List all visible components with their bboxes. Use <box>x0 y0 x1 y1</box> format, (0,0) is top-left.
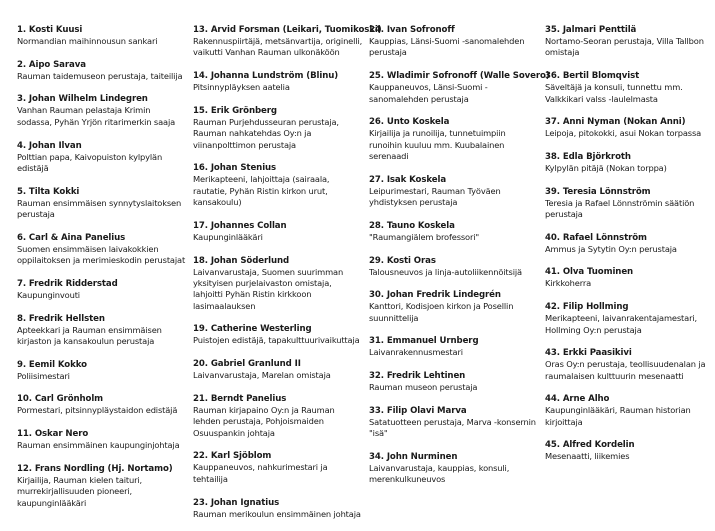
person-description: Suomen ensimmäisen laivakokkien oppilaitoksen ja merimieskodin perustajat <box>17 243 186 266</box>
person-description: Vanhan Rauman pelastaja Krimin sodassa, Pyhän Yrjön ritarimerkin saaja <box>17 105 176 127</box>
person-description: Talousneuvos ja linja-autoliikennöitsijä <box>369 266 522 277</box>
list-column-2 <box>193 24 382 531</box>
person-name: 27. Isak Koskela <box>369 174 447 185</box>
list-item <box>193 497 363 520</box>
list-item <box>17 232 187 267</box>
person-description: Apteekkari ja Rauman ensimmäisen kirjaston ja kansakoulun perustaja <box>17 324 162 346</box>
person-description: Poliisimestari <box>17 370 70 381</box>
person-description: Satatuotteen perustaja, Marva -konsernin "isä" <box>369 416 536 439</box>
list-item <box>369 405 537 440</box>
person-name: 12. Frans Nordling (Hj. Nortamo) <box>17 463 173 474</box>
person-name: 8. Fredrik Hellsten <box>17 313 105 324</box>
list-item <box>545 439 713 462</box>
person-description: Rakennuspiirtäjä, metsänvartija, originelli, vaikutti Vanhan Rauman ulkonäköön <box>193 36 363 58</box>
person-name: 5. Tilta Kokki <box>17 186 80 197</box>
person-name: 30. Johan Fredrik Lindegrén <box>369 290 501 301</box>
person-description: Laivanvarustaja, Suomen suurimman yksityisen purjelaivaston omistaja, lahjoitti Pyhän Ristin kirkkoon lasimaalauksen <box>193 266 344 311</box>
person-description: Rauman ensimmäisen synnytyslaitoksen perustaja <box>17 197 182 220</box>
person-name: 1. Kosti Kuusi <box>17 25 83 35</box>
list-item <box>369 335 537 358</box>
list-item <box>193 162 363 208</box>
person-description: Kaupunginlääkäri, Rauman historian kirjoittaja <box>545 405 691 427</box>
person-name: 3. Johan Wilhelm Lindegren <box>17 94 148 105</box>
person-name: 26. Unto Koskela <box>369 117 450 128</box>
list-column-4 <box>545 24 713 474</box>
person-description: Puistojen edistäjä, tapakulttuurivaikuttaja <box>193 335 360 346</box>
person-name: 4. Johan Ilvan <box>17 140 82 151</box>
list-column-3 <box>369 24 550 497</box>
list-item <box>545 186 713 221</box>
list-item <box>369 255 537 278</box>
person-description: Rauman kirjapaino Oy:n ja Rauman lehden perustaja, Pohjoismaiden Osuuspankin johtaja <box>193 404 335 438</box>
person-description: Rauman Purjehdusseuran perustaja, Rauman nahkatehdas Oy:n ja viinanpolttimon perustaja <box>193 116 339 150</box>
person-description: Leipurimestari, Rauman Työväen yhdistyksen perustaja <box>369 185 501 208</box>
person-name: 17. Johannes Collan <box>193 220 287 231</box>
list-item <box>369 220 537 243</box>
person-name: 29. Kosti Oras <box>369 255 436 266</box>
list-item <box>545 24 713 59</box>
person-name: 23. Johan Ignatius <box>193 497 280 508</box>
list-item <box>17 359 187 382</box>
list-item <box>17 428 187 451</box>
person-name: 13. Arvid Forsman (Leikari, Tuomikoski) <box>193 25 382 35</box>
person-name: 2. Aipo Sarava <box>17 59 86 70</box>
list-item <box>545 393 713 428</box>
list-item <box>369 70 550 105</box>
person-name: 28. Tauno Koskela <box>369 220 455 231</box>
person-description: Nortamo-Seoran perustaja, Villa Tallbon omistaja <box>545 36 704 58</box>
person-name: 11. Oskar Nero <box>17 429 89 440</box>
list-item <box>17 59 187 82</box>
list-item <box>193 220 363 243</box>
person-description: Kirjailija ja runoilija, tunnetuimpiin runoihin kuuluu mm. Kuubalainen serenaadi <box>369 128 506 162</box>
person-description: Kirkkoherra <box>545 278 592 289</box>
list-item <box>369 24 537 59</box>
person-name: 32. Fredrik Lehtinen <box>369 371 466 382</box>
list-item <box>369 451 537 486</box>
person-description: Rauman merikoulun ensimmäinen johtaja <box>193 508 361 519</box>
person-description: Laivanrakennusmestari <box>369 347 463 358</box>
person-description: Säveltäjä ja konsuli, tunnettu mm. Valkkikari valss -laulelmasta <box>545 82 683 104</box>
list-item <box>545 116 713 139</box>
list-item <box>193 358 363 381</box>
person-description: Kaupunginlääkäri <box>193 231 263 242</box>
person-name: 34. John Nurminen <box>369 451 458 462</box>
list-item <box>193 393 363 439</box>
person-name: 20. Gabriel Granlund II <box>193 359 301 370</box>
person-name: 19. Catherine Westerling <box>193 324 312 335</box>
person-name: 18. Johan Söderlund <box>193 255 290 266</box>
list-column-1 <box>17 24 187 520</box>
person-name: 36. Bertil Blomqvist <box>545 71 640 82</box>
person-name: 10. Carl Grönholm <box>17 394 104 405</box>
person-name: 35. Jalmari Penttilä <box>545 25 637 35</box>
person-description: Normandian maihinnousun sankari <box>17 36 158 46</box>
person-description: Laivanvarustaja, Marelan omistaja <box>193 370 331 381</box>
person-name: 33. Filip Olavi Marva <box>369 405 467 416</box>
person-name: 41. Olva Tuominen <box>545 267 634 278</box>
list-item <box>17 278 187 301</box>
person-name: 39. Teresia Lönnström <box>545 186 651 197</box>
person-description: Teresia ja Rafael Lönnströmin säätiön perustaja <box>545 197 695 220</box>
list-item <box>193 24 382 59</box>
list-item <box>545 232 713 255</box>
person-name: 14. Johanna Lundström (Blinu) <box>193 71 339 82</box>
list-item <box>193 323 363 346</box>
list-item <box>17 186 187 221</box>
list-item <box>17 393 187 416</box>
list-item <box>17 24 187 47</box>
person-name: 44. Arne Alho <box>545 394 610 405</box>
list-item <box>17 463 187 509</box>
list-item <box>545 301 713 336</box>
person-description: Kauppaneuvos, Länsi-Suomi -sanomalehden perustaja <box>369 82 488 104</box>
person-description: "Raumangiälem brofessori" <box>369 231 480 242</box>
person-description: Ammus ja Sytytin Oy:n perustaja <box>545 243 677 254</box>
person-description: Merikapteeni, lahjoittaja (sairaala, rautatie, Pyhän Ristin kirkon urut, kansakoulu) <box>193 174 330 208</box>
person-name: 15. Erik Grönberg <box>193 105 277 116</box>
person-description: Mesenaatti, liikemies <box>545 451 630 462</box>
person-description: Kanttori, Kodisjoen kirkon ja Posellin suunnittelija <box>369 301 514 323</box>
person-description: Kirjailija, Rauman kielen taituri, murrekirjallisuuden pioneeri, kaupunginlääkäri <box>17 474 143 508</box>
person-description: Pitsinnypläyksen aatelia <box>193 82 290 93</box>
list-item <box>193 70 363 93</box>
person-name: 22. Karl Sjöblom <box>193 451 272 462</box>
person-description: Leipoja, pitokokki, asui Nokan torpassa <box>545 128 702 139</box>
list-item <box>17 93 187 128</box>
person-name: 25. Wladimir Sofronoff (Walle Sovero) <box>369 71 550 82</box>
list-item <box>17 313 187 348</box>
person-description: Rauman museon perustaja <box>369 382 478 393</box>
person-name: 7. Fredrik Ridderstad <box>17 278 118 289</box>
list-item <box>545 151 713 174</box>
list-item <box>545 347 713 382</box>
person-name: 37. Anni Nyman (Nokan Anni) <box>545 117 686 128</box>
person-name: 42. Filip Hollming <box>545 302 629 313</box>
person-description: Rauman taidemuseon perustaja, taiteilija <box>17 70 183 81</box>
list-item <box>369 116 537 162</box>
person-description: Kylpylän pitäjä (Nokan torppa) <box>545 162 667 173</box>
list-item <box>545 70 713 105</box>
person-name: 6. Carl & Aina Panelius <box>17 232 126 243</box>
person-description: Pormestari, pitsinnypläystaidon edistäjä <box>17 405 178 416</box>
list-item <box>545 266 713 289</box>
person-description: Kaupunginvouti <box>17 289 80 300</box>
person-name: 40. Rafael Lönnström <box>545 232 647 243</box>
person-description: Merikapteeni, laivanrakentajamestari, Hollming Oy:n perustaja <box>545 313 697 335</box>
person-description: Kauppaneuvos, nahkurimestari ja tehtailija <box>193 462 328 484</box>
list-item <box>369 289 537 324</box>
person-name: 38. Edla Björkroth <box>545 151 631 162</box>
list-item <box>193 105 363 151</box>
person-description: Laivanvarustaja, kauppias, konsuli, merenkulkuneuvos <box>369 462 510 485</box>
person-name: 24. Ivan Sofronoff <box>369 25 455 35</box>
person-name: 43. Erkki Paasikivi <box>545 348 632 359</box>
list-item <box>369 370 537 393</box>
list-item <box>193 450 363 485</box>
person-name: 45. Alfred Kordelin <box>545 440 635 451</box>
list-item <box>193 255 363 313</box>
person-name: 31. Emmanuel Urnberg <box>369 336 479 347</box>
person-name: 21. Berndt Panelius <box>193 393 287 404</box>
person-description: Oras Oy:n perustaja, teollisuudenalan ja raumalaisen kulttuurin mesenaatti <box>545 359 706 381</box>
list-item <box>369 174 537 209</box>
person-name: 16. Johan Stenius <box>193 163 277 174</box>
person-description: Polttian papa, Kaivopuiston kylpylän edistäjä <box>17 151 163 173</box>
person-description: Kauppias, Länsi-Suomi -sanomalehden perustaja <box>369 36 525 58</box>
list-item <box>17 140 187 175</box>
person-name: 9. Eemil Kokko <box>17 359 87 370</box>
person-description: Rauman ensimmäinen kaupunginjohtaja <box>17 440 180 451</box>
